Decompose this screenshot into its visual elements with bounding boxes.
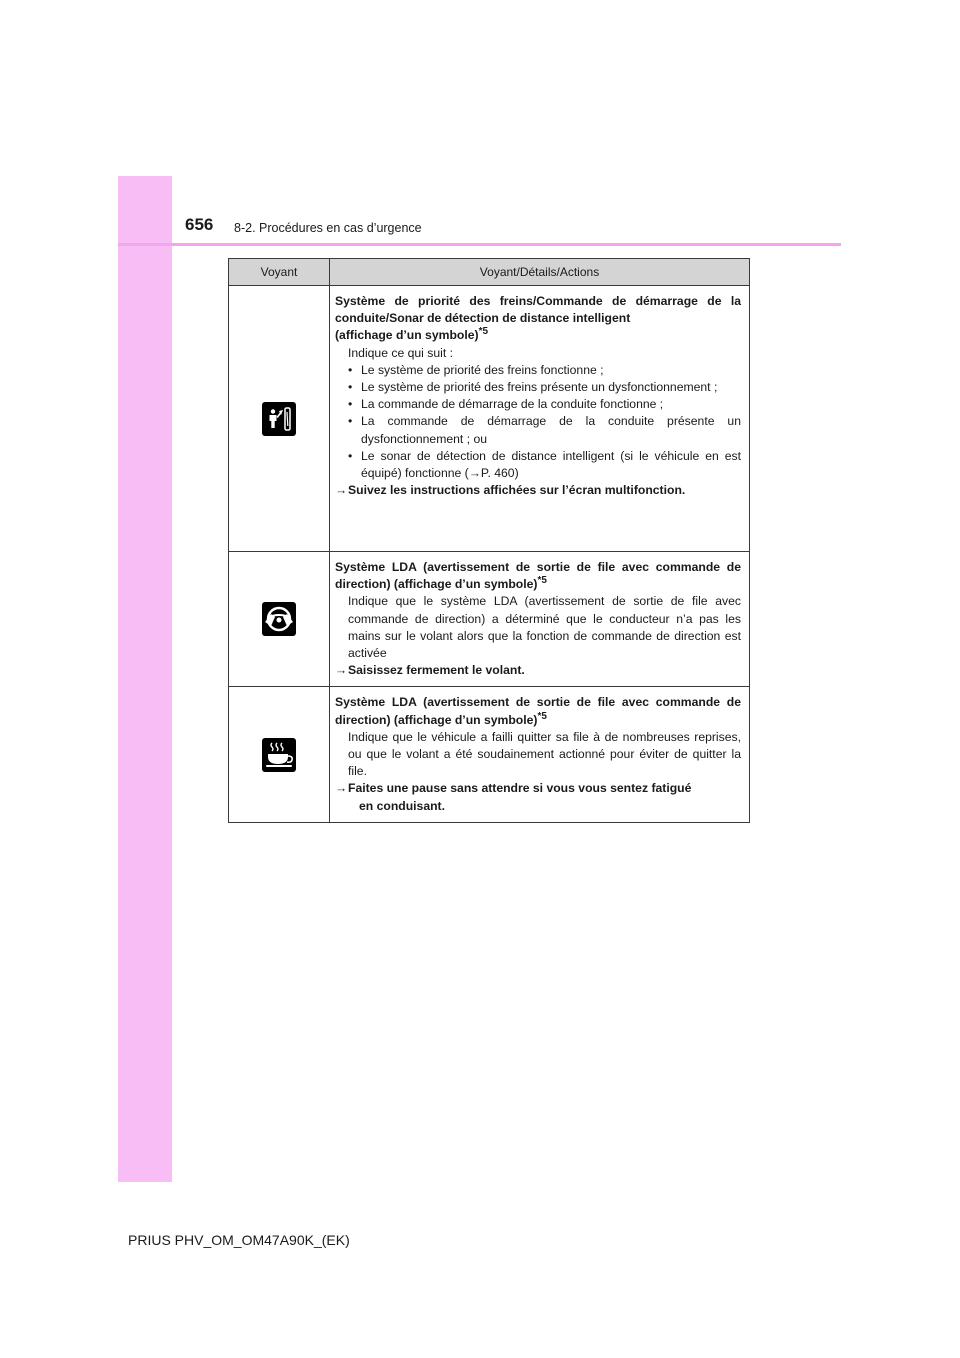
icon-cell: [229, 687, 330, 822]
indicator-description: Indique ce qui suit :: [348, 345, 454, 360]
brake-priority-warning-icon: [262, 402, 296, 436]
footnote-ref: *5: [478, 326, 489, 338]
header-divider: [118, 243, 841, 246]
action-instruction: → Saisissez fermement le volant.: [335, 662, 741, 679]
footnote-ref: *5: [537, 575, 547, 587]
table-header-row: [229, 259, 750, 286]
arrow-icon: →: [335, 663, 348, 678]
indicator-title: Système LDA (avertissement de sortie de file avec commande de direction) (affichage d’un symbole)$^{*5}$: [335, 560, 741, 592]
action-instruction-continued: en conduisant.: [359, 798, 445, 813]
action-instruction: → Suivez les instructions affichées sur l’écran multifonction.: [335, 482, 741, 499]
column-header-details: Voyant/Détails/Actions: [330, 259, 750, 286]
side-color-band: [118, 176, 172, 1182]
indicator-description: Indique que le véhicule a failli quitter sa file à de nombreuses reprises, ou que le volant a été soudainement actionné pour éviter de quitter la file.: [348, 729, 741, 779]
list-item: • La commande de démarrage de la conduite fonctionne ;: [335, 396, 741, 413]
table-row: [229, 687, 750, 822]
list-item: • Le sonar de détection de distance intelligent (si le véhicule en est équipé) fonctionne (→P. 460): [335, 448, 741, 482]
icon-cell: [229, 286, 330, 552]
section-title: 8-2. Procédures en cas d’urgence: [234, 221, 422, 235]
indicator-title: Système de priorité des freins/Commande de démarrage de la conduite/Sonar de détection de distance intelligent (affichage d’un symbole)$^{*5}$: [335, 294, 741, 343]
list-item: • La commande de démarrage de la conduite présente un dysfonctionnement ; ou: [335, 413, 741, 447]
footnote-ref: *5: [537, 710, 547, 722]
arrow-icon: →: [335, 483, 348, 498]
details-cell: [330, 286, 750, 552]
document-footer: PRIUS PHV_OM_OM47A90K_(EK): [128, 1232, 350, 1248]
indicator-table: [228, 258, 750, 823]
indicator-description: Indique que le système LDA (avertissement de sortie de file avec commande de direction) a déterminé que le conducteur n’a pas les mains sur le volant alors que la fonction de commande de direction est activée: [348, 594, 741, 661]
table-row: [229, 552, 750, 687]
coffee-cup-icon: [262, 738, 296, 772]
indicator-title: Système LDA (avertissement de sortie de file avec commande de direction) (affichage d’un symbole)$^{*5}$: [335, 695, 741, 727]
details-cell: [330, 552, 750, 687]
list-item: • Le système de priorité des freins fonctionne ;: [335, 362, 741, 379]
table-row: [229, 286, 750, 552]
arrow-icon: →: [335, 781, 348, 796]
action-instruction: → Faites une pause sans attendre si vous vous sentez fatigué: [335, 780, 741, 797]
details-cell: [330, 687, 750, 822]
column-header-voyant: Voyant: [229, 259, 330, 286]
list-item: • Le système de priorité des freins présente un dysfonctionnement ;: [335, 379, 741, 396]
page-number: 656: [185, 215, 214, 234]
icon-cell: [229, 552, 330, 687]
hands-on-steering-wheel-icon: [262, 602, 296, 636]
